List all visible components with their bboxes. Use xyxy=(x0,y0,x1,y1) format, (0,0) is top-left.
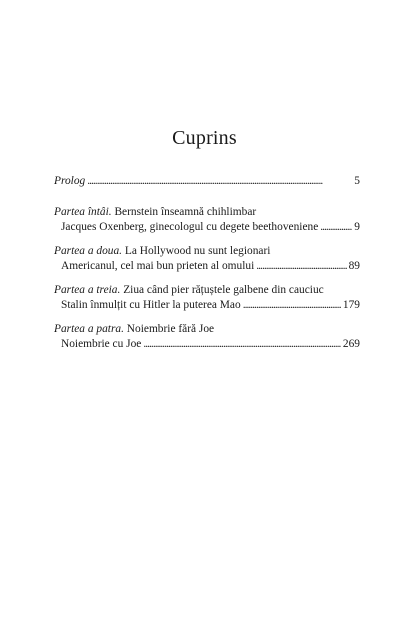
part-label: Partea întâi. xyxy=(54,206,112,218)
chapter-title: Jacques Oxenberg, ginecologul cu degete beethoveniene xyxy=(61,221,319,233)
chapter-title: Noiembrie fără Joe xyxy=(126,323,215,335)
toc-page-number: 89 xyxy=(348,260,360,272)
toc-part-heading xyxy=(54,283,360,298)
toc-part-heading xyxy=(54,322,360,337)
toc-part-1 xyxy=(54,205,360,235)
toc-page-number: 179 xyxy=(342,299,360,311)
chapter-title: Bernstein înseamnă chihlimbar xyxy=(114,206,257,218)
chapter-title: Americanul, cel mai bun prieten al omului xyxy=(61,260,255,272)
toc-part-4 xyxy=(54,322,360,352)
toc-entry xyxy=(54,298,360,313)
dot-leader xyxy=(320,220,352,235)
toc-page-number: 269 xyxy=(342,338,360,350)
chapter-title: Stalin înmulțit cu Hitler la puterea Mao xyxy=(61,299,241,311)
chapter-title: Noiembrie cu Joe xyxy=(61,338,142,350)
toc-part-heading xyxy=(54,244,360,259)
toc-part-heading xyxy=(54,205,360,220)
toc-entry-label: Prolog xyxy=(54,175,86,187)
dot-leader xyxy=(87,174,352,189)
chapter-title: La Hollywood nu sunt legionari xyxy=(124,245,271,257)
toc-page-number: 9 xyxy=(354,221,360,233)
dot-leader xyxy=(256,259,346,274)
dot-leader xyxy=(143,337,341,352)
toc-entry xyxy=(54,337,360,352)
toc-part-2 xyxy=(54,244,360,274)
dot-leader xyxy=(243,298,341,313)
toc-part-3 xyxy=(54,283,360,313)
part-label: Partea a patra. xyxy=(54,323,124,335)
table-of-contents xyxy=(54,174,360,352)
page-title: Cuprins xyxy=(172,127,237,149)
toc-entry xyxy=(54,259,360,274)
toc-page-number: 5 xyxy=(354,175,360,187)
part-label: Partea a treia. xyxy=(54,284,121,296)
part-label: Partea a doua. xyxy=(54,245,123,257)
toc-entry xyxy=(54,220,360,235)
toc-entry-prolog xyxy=(54,174,360,189)
chapter-title: Ziua când pier rățuștele galbene din cauciuc xyxy=(123,284,324,296)
